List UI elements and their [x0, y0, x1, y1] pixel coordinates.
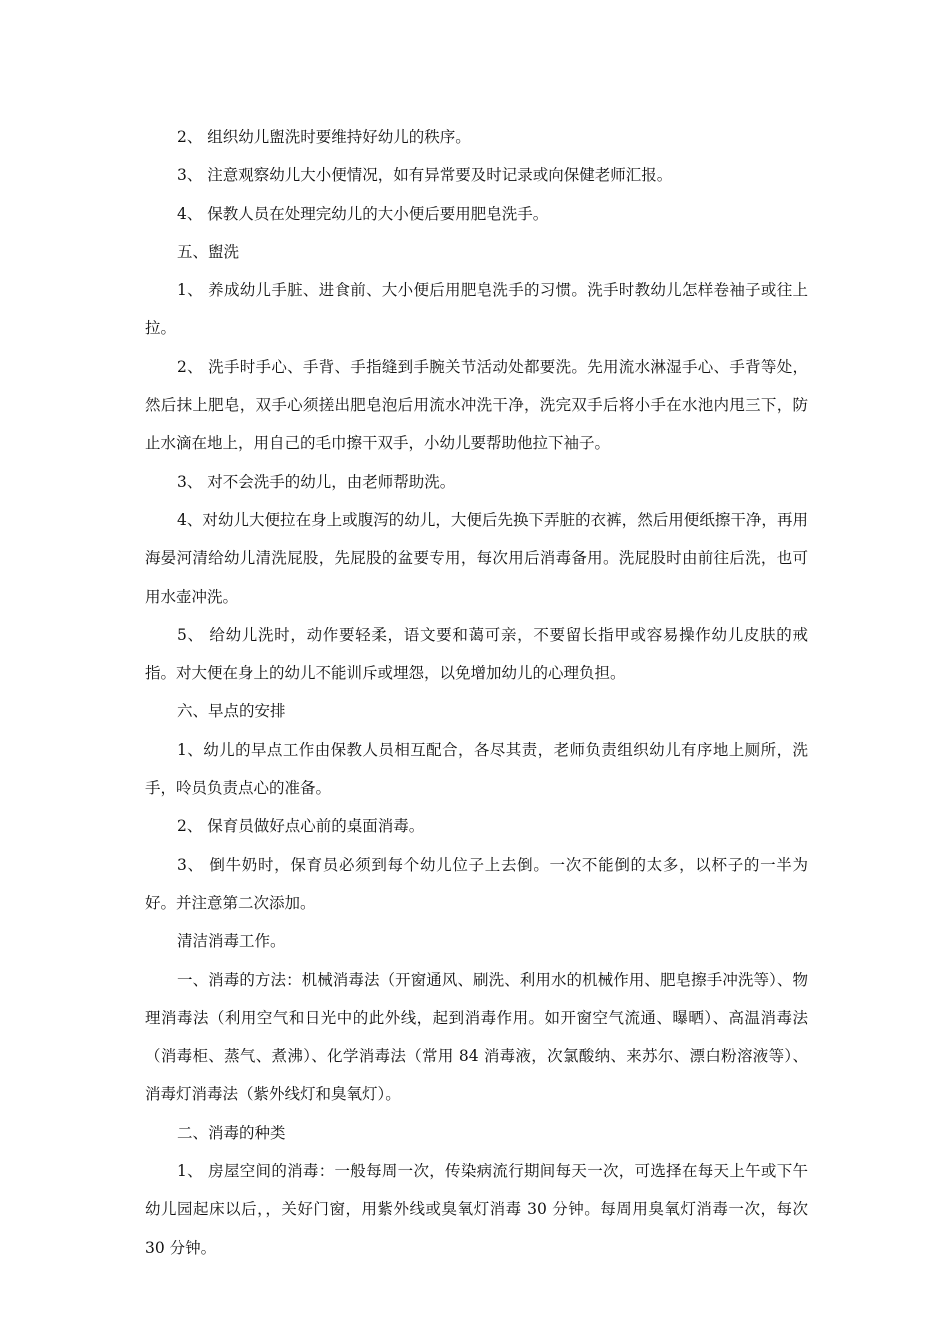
- document-body: [145, 118, 808, 1267]
- paragraph-toilet-handwash: 4、 保教人员在处理完幼儿的大小便后要用肥皂洗手。: [177, 204, 549, 223]
- paragraph-washing-gentle: 5、 给幼儿洗时，动作要轻柔，语文要和蔼可亲，不要留长指甲或容易操作幼儿皮肤的戒指。对大便在身上的幼儿不能训斥或埋怨，以免增加幼儿的心理负担。: [145, 625, 808, 683]
- paragraph-washing-accident: 4、对幼儿大便拉在身上或腹泻的幼儿，大便后先换下弄脏的衣裤，然后用便纸擦干净，再用海晏河清给幼儿清洗屁股，先屁股的盆要专用，每次用后消毒备用。洗屁股时由前往后洗，也可用水壶冲洗。: [145, 510, 808, 606]
- section-heading-breakfast: 六、早点的安排: [177, 702, 286, 721]
- section-heading-cleaning: 清洁消毒工作。: [177, 932, 286, 951]
- section-heading-disinfection-types: 二、消毒的种类: [177, 1123, 286, 1142]
- paragraph-toilet-observe: 3、 注意观察幼儿大小便情况，如有异常要及时记录或向保健老师汇报。: [177, 166, 673, 185]
- paragraph-breakfast-milk: 3、 倒牛奶时，保育员必须到每个幼儿位子上去倒。一次不能倒的太多，以杯子的一半为好。并注意第二次添加。: [145, 855, 808, 912]
- section-heading-washing: 五、盥洗: [177, 242, 240, 261]
- paragraph-disinfection-methods: 一、消毒的方法：机械消毒法（开窗通风、刷洗、利用水的机械作用、肥皂擦手冲洗等）、物理消毒法（利用空气和日光中的此外线，起到消毒作用。如开窗空气流通、曝晒）、高温消毒法（消毒柜、蒸气、煮沸）、化学消毒法（常用 84 消毒液，次氯酸纳、来苏尔、漂白粉溶液等）、消毒灯消毒法（紫外线灯和臭氧灯）。: [145, 970, 808, 1104]
- paragraph-breakfast-roles: 1、幼儿的早点工作由保教人员相互配合，各尽其责，老师负责组织幼儿有序地上厕所，洗手，呤员负责点心的准备。: [145, 740, 808, 798]
- paragraph-room-disinfection: 1、 房屋空间的消毒：一般每周一次，传染病流行期间每天一次，可选择在每天上午或下午 幼儿园起床以后，，关好门窗，用紫外线或臭氧灯消毒 30 分钟。每周用臭氧灯消毒一次，每次 30 分钟。: [145, 1162, 808, 1257]
- paragraph-washing-help: 3、 对不会洗手的幼儿，由老师帮助洗。: [177, 472, 456, 491]
- paragraph-breakfast-table: 2、 保育员做好点心前的桌面消毒。: [177, 817, 425, 836]
- paragraph-washing-habit: 1、 养成幼儿手脏、进食前、大小便后用肥皂洗手的习惯。洗手时教幼儿怎样卷袖子或往上拉。: [145, 281, 808, 338]
- paragraph-toilet-order: 2、 组织幼儿盥洗时要维持好幼儿的秩序。: [177, 128, 471, 146]
- paragraph-washing-steps: 2、 洗手时手心、手背、手指缝到手腕关节活动处都要洗。先用流水淋湿手心、手背等处，然后抹上肥皂，双手心须搓出肥皂泡后用流水冲洗干净，洗完双手后将小手在水池内甩三下，防止水滴在地上，用自己的毛巾擦干双手，小幼儿要帮助他拉下袖子。: [145, 357, 808, 453]
